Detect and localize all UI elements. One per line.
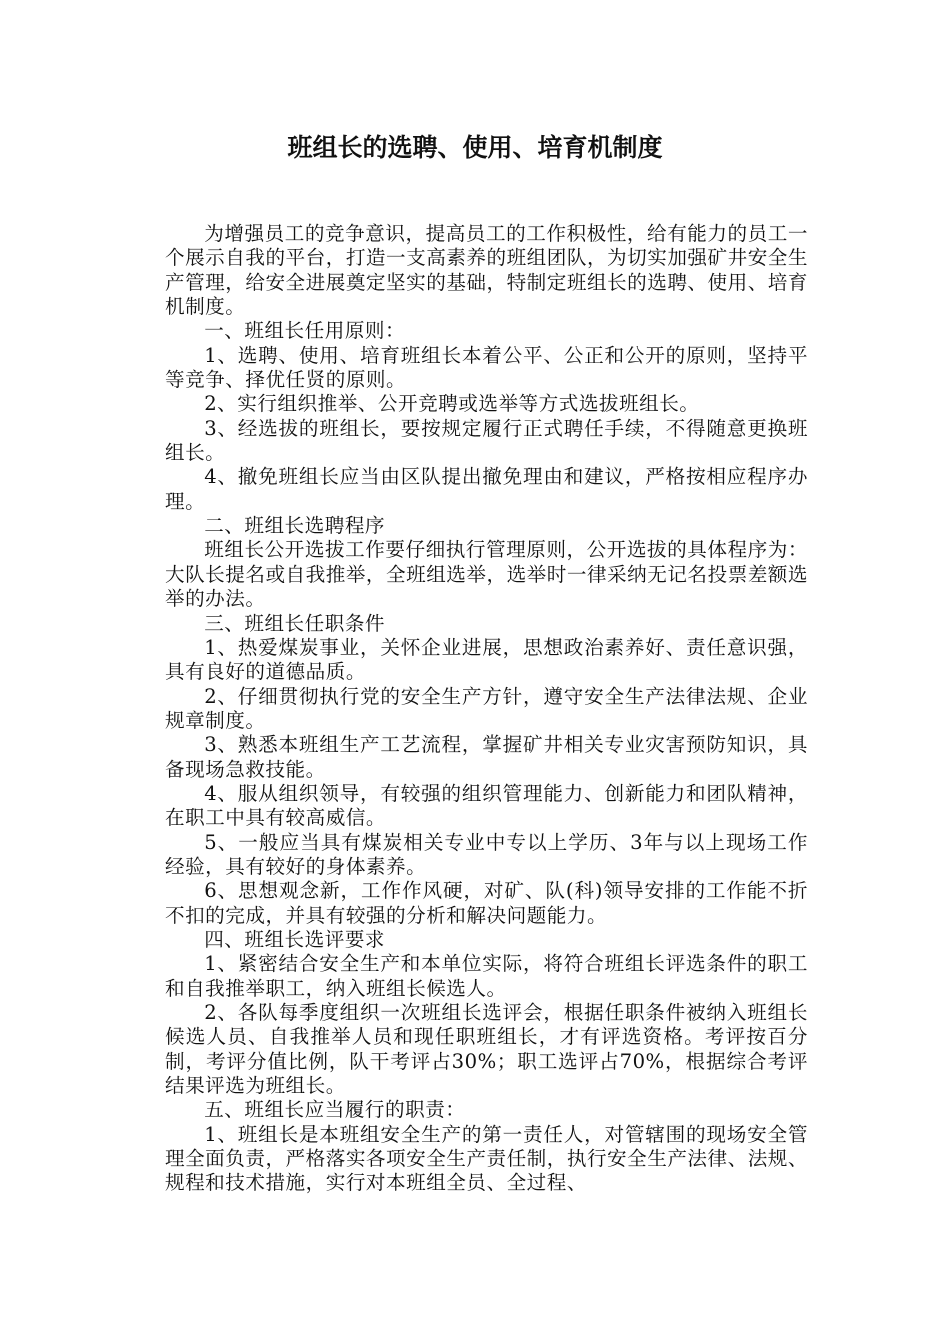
paragraph: 1、紧密结合安全生产和本单位实际，将符合班组长评选条件的职工和自我推举职工，纳入班组长候选人。 bbox=[165, 952, 808, 1000]
section-heading: 一、班组长任用原则： bbox=[204, 319, 406, 343]
paragraph: 1、选聘、使用、培育班组长本着公平、公正和公开的原则，坚持平等竞争、择优任贤的原则。 bbox=[165, 343, 808, 392]
paragraph: 6、思想观念新，工作作风硬，对矿、队(科)领导安排的工作能不折不扣的完成，并具有较强的分析和解决问题能力。 bbox=[165, 879, 808, 927]
section-heading: 二、班组长选聘程序 bbox=[204, 514, 386, 538]
paragraph: 2、实行组织推举、公开竞聘或选举等方式选拔班组长。 bbox=[204, 392, 700, 416]
paragraph: 班组长公开选拔工作要仔细执行管理原则，公开选拔的具体程序为：大队长提名或自我推举，全班组选举，选举时一律采纳无记名投票差额选举的办法。 bbox=[165, 538, 808, 611]
paragraph: 4、撤免班组长应当由区队提出撤免理由和建议，严格按相应程序办理。 bbox=[165, 465, 808, 513]
paragraph: 1、班组长是本班组安全生产的第一责任人，对管辖围的现场安全管理全面负责，严格落实各项安全生产责任制，执行安全生产法律、法规、规程和技术措施，实行对本班组全员、全过程、 bbox=[165, 1122, 808, 1195]
paragraph: 3、熟悉本班组生产工艺流程，掌握矿井相关专业灾害预防知识，具备现场急救技能。 bbox=[165, 733, 808, 781]
document-title: 班组长的选聘、使用、培育机制度 bbox=[287, 133, 663, 162]
paragraph: 2、各队每季度组织一次班组长选评会，根据任职条件被纳入班组长候选人员、自我推举人员和现任职班组长，才有评选资格。考评按百分制，考评分值比例，队干考评占30%；职工选评占70%，根据综合考评结果评选为班组长。 bbox=[165, 1001, 808, 1098]
paragraph: 5、一般应当具有煤炭相关专业中专以上学历、3年与以上现场工作经验，具有较好的身体素养。 bbox=[165, 830, 808, 878]
section-heading: 四、班组长选评要求 bbox=[204, 927, 386, 951]
section-heading: 五、班组长应当履行的职责： bbox=[204, 1098, 466, 1122]
document-body bbox=[165, 222, 808, 1196]
paragraph: 1、热爱煤炭事业，关怀企业进展，思想政治素养好、责任意识强，具有良好的道德品质。 bbox=[165, 635, 808, 684]
paragraph: 4、服从组织领导，有较强的组织管理能力、创新能力和团队精神，在职工中具有较高威信。 bbox=[165, 781, 808, 830]
paragraph: 3、经选拔的班组长，要按规定履行正式聘任手续，不得随意更换班组长。 bbox=[165, 416, 808, 465]
intro-paragraph: 为增强员工的竞争意识，提高员工的工作积极性，给有能力的员工一个展示自我的平台，打造一支高素养的班组团队，为切实加强矿井安全生产管理，给安全进展奠定坚实的基础，特制定班组长的选聘、使用、培育机制度。 bbox=[165, 222, 808, 319]
section-heading: 三、班组长任职条件 bbox=[204, 611, 386, 635]
paragraph: 2、仔细贯彻执行党的安全生产方针，遵守安全生产法律法规、企业规章制度。 bbox=[165, 684, 808, 732]
